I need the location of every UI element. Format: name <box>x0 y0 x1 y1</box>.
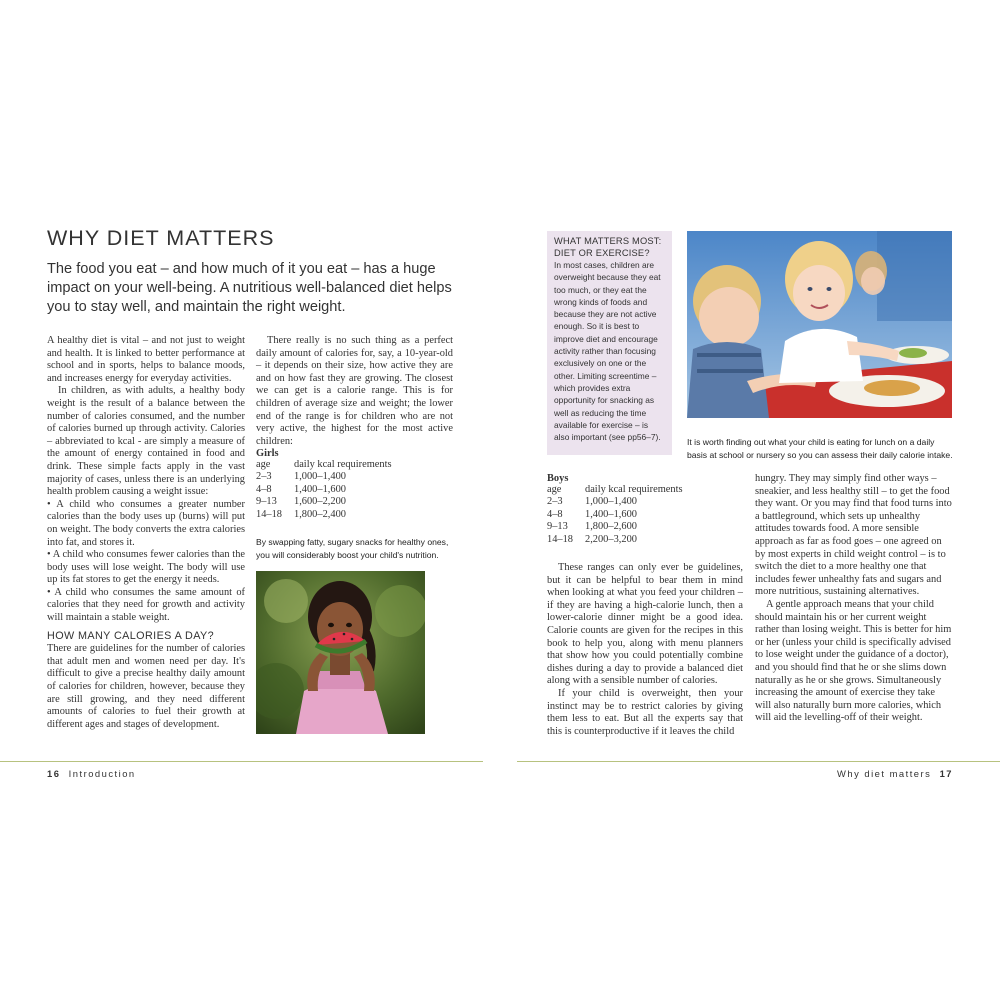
bullet-item: • A child who consumes fewer calories than the body uses will lose weight. The body will use up its fat stores to get the energy it needs. <box>47 549 245 586</box>
table-header-age: age <box>256 459 271 470</box>
right-column-2 <box>755 473 953 725</box>
lead-paragraph: The food you eat – and how much of it you eat – has a huge impact on your well-being. A nutritious well-balanced diet helps you to stay well, and maintain the right weight. <box>47 261 452 315</box>
age-cell: 9–13 <box>547 521 568 533</box>
girl-photo-caption: By swapping fatty, sugary snacks for healthy ones, you will considerably boost your child's nutrition. <box>256 537 449 560</box>
bullet-item: • A child who consumes the same amount of calories that they need for growth and activity will maintain a stable weight. <box>47 586 245 624</box>
left-footer-rule <box>0 761 483 762</box>
table-row <box>256 484 392 496</box>
kcal-cell: 1,400–1,600 <box>294 483 346 495</box>
section-name: Introduction <box>68 768 136 779</box>
table-header-age: age <box>547 484 562 495</box>
right-column-1 <box>547 562 743 738</box>
table-row <box>547 534 683 546</box>
body-paragraph: A healthy diet is vital – and not just to weight and health. It is linked to better performance at school and in sports, helps to balance moods, and increases energy for everyday activities. <box>47 335 245 384</box>
kcal-cell: 1,400–1,600 <box>585 508 637 520</box>
body-paragraph: These ranges can only ever be guidelines, but it can be helpful to bear them in mind when looking at what you feed your children – if they are having a high-calorie lunch, then a lower-calorie dinner might be a good idea. Calorie counts are given for the recipes in this book to help you, along with menu planners that show how you could potentially combine dishes during a day to provide a balanced diet along with a sensible number of calories. <box>547 562 743 687</box>
age-cell: 4–8 <box>547 508 563 520</box>
kcal-cell: 2,200–3,200 <box>585 533 637 545</box>
body-paragraph: hungry. They may simply find other ways – sneakier, and less healthy still – to get the food they want. Or you may find that food turns into a battleground, which sets up unhealthy attitudes towards food. A more sensible approach as far as food goes – one agreed on by most experts in child weight control – is to switch the diet to a more healthy one that includes fewer unhealthy fats and sugars and more nutritious, sustaining alternatives. <box>755 473 952 598</box>
table-row <box>547 509 683 521</box>
left-column-1 <box>47 335 245 731</box>
kcal-cell: 1,600–2,200 <box>294 496 346 508</box>
page-number: 17 <box>939 768 953 779</box>
info-sidebar <box>547 231 672 455</box>
sidebar-body: In most cases, children are overweight because they eat too much, or they eat the wrong kinds of foods and because they are not active enough. So it is best to improve diet and encourage activity rather than focusing exclusively on one or the other. Limiting screentime – which provides extra opportunity for snacking as well as reducing the time available for exercise – is also important (see pp56–7). <box>554 260 661 443</box>
table-header-kcal: daily kcal requirements <box>585 484 683 495</box>
sidebar-heading: WHAT MATTERS MOST: DIET OR EXERCISE? <box>554 236 662 258</box>
table-header-kcal: daily kcal requirements <box>294 459 392 470</box>
body-paragraph: In children, as with adults, a healthy body weight is the result of a balance between the number of calories consumed, and the number of calories burned up through activity. Calories – abbreviated to kcal - are simply a measure of the amount of energy contained in food and drink. These simple facts apply in the vast majority of cases, unless there is an underlying health problem causing a weight issue: <box>47 385 245 498</box>
page-title: WHY DIET MATTERS <box>47 226 275 250</box>
table-row <box>547 521 683 533</box>
page-number: 16 <box>47 768 61 779</box>
body-paragraph: A gentle approach means that your child should maintain his or her current weight rather than losing weight. This is better for him or her (unless your child is specifically advised to lose weight under the guidance of a doctor), and you should find that he or she slims down naturally as he or she grows. Simultaneously increasing the amount of exercise they take will also naturally burn more calories, which will aid the levelling-off of their weight. <box>755 598 952 724</box>
kcal-cell: 1,000–1,400 <box>294 471 346 483</box>
bullet-item: • A child who consumes a greater number calories than the body uses up (burns) will put on weight. The body converts the extra calories into fat, and stores it. <box>47 498 245 548</box>
left-folio <box>47 768 136 779</box>
body-paragraph: There are guidelines for the number of calories that adult men and women need per day. It's difficult to give a precise healthy daily amount of calories for children, however, because they are still growing, and they need different amounts of calories to fuel their growth at different ages and stages of development. <box>47 643 245 730</box>
age-cell: 9–13 <box>256 496 277 508</box>
age-cell: 14–18 <box>547 533 573 545</box>
kcal-cell: 1,800–2,600 <box>585 521 637 533</box>
right-folio <box>837 768 953 779</box>
table-heading: Girls <box>256 448 279 459</box>
age-cell: 14–18 <box>256 508 282 520</box>
table-row <box>256 509 392 521</box>
age-cell: 2–3 <box>256 471 272 483</box>
girl-eating-watermelon-photo <box>256 571 425 734</box>
left-column-2 <box>256 335 453 448</box>
table-heading: Boys <box>547 473 569 484</box>
body-paragraph: There really is no such thing as a perfect daily amount of calories for, say, a 10-year-old – it depends on their size, how active they are and on how fast they are growing. The closest we can get is a calorie range. This is for children of average size and weight; the lower end of the range is for children who are not very active, the highest for the most active children: <box>256 335 453 447</box>
body-paragraph: If your child is overweight, then your instinct may be to restrict calories by giving them less to eat. But all the experts say that this is counterproductive if it leaves the child <box>547 687 743 737</box>
table-row <box>547 496 683 508</box>
right-footer-rule <box>517 761 1000 762</box>
kcal-cell: 1,800–2,400 <box>294 508 346 520</box>
section-subheading: HOW MANY CALORIES A DAY? <box>47 629 214 642</box>
section-name: Why diet matters <box>837 768 932 779</box>
boys-calorie-table <box>547 473 747 546</box>
children-lunch-photo <box>687 231 952 418</box>
age-cell: 2–3 <box>547 496 563 508</box>
table-row <box>256 471 392 483</box>
age-cell: 4–8 <box>256 483 272 495</box>
kids-photo-caption: It is worth finding out what your child is eating for lunch on a daily basis at school or nursery so you can assess their daily calorie intake. <box>687 437 953 460</box>
girls-calorie-table <box>256 448 456 521</box>
table-row <box>256 496 392 508</box>
kcal-cell: 1,000–1,400 <box>585 496 637 508</box>
